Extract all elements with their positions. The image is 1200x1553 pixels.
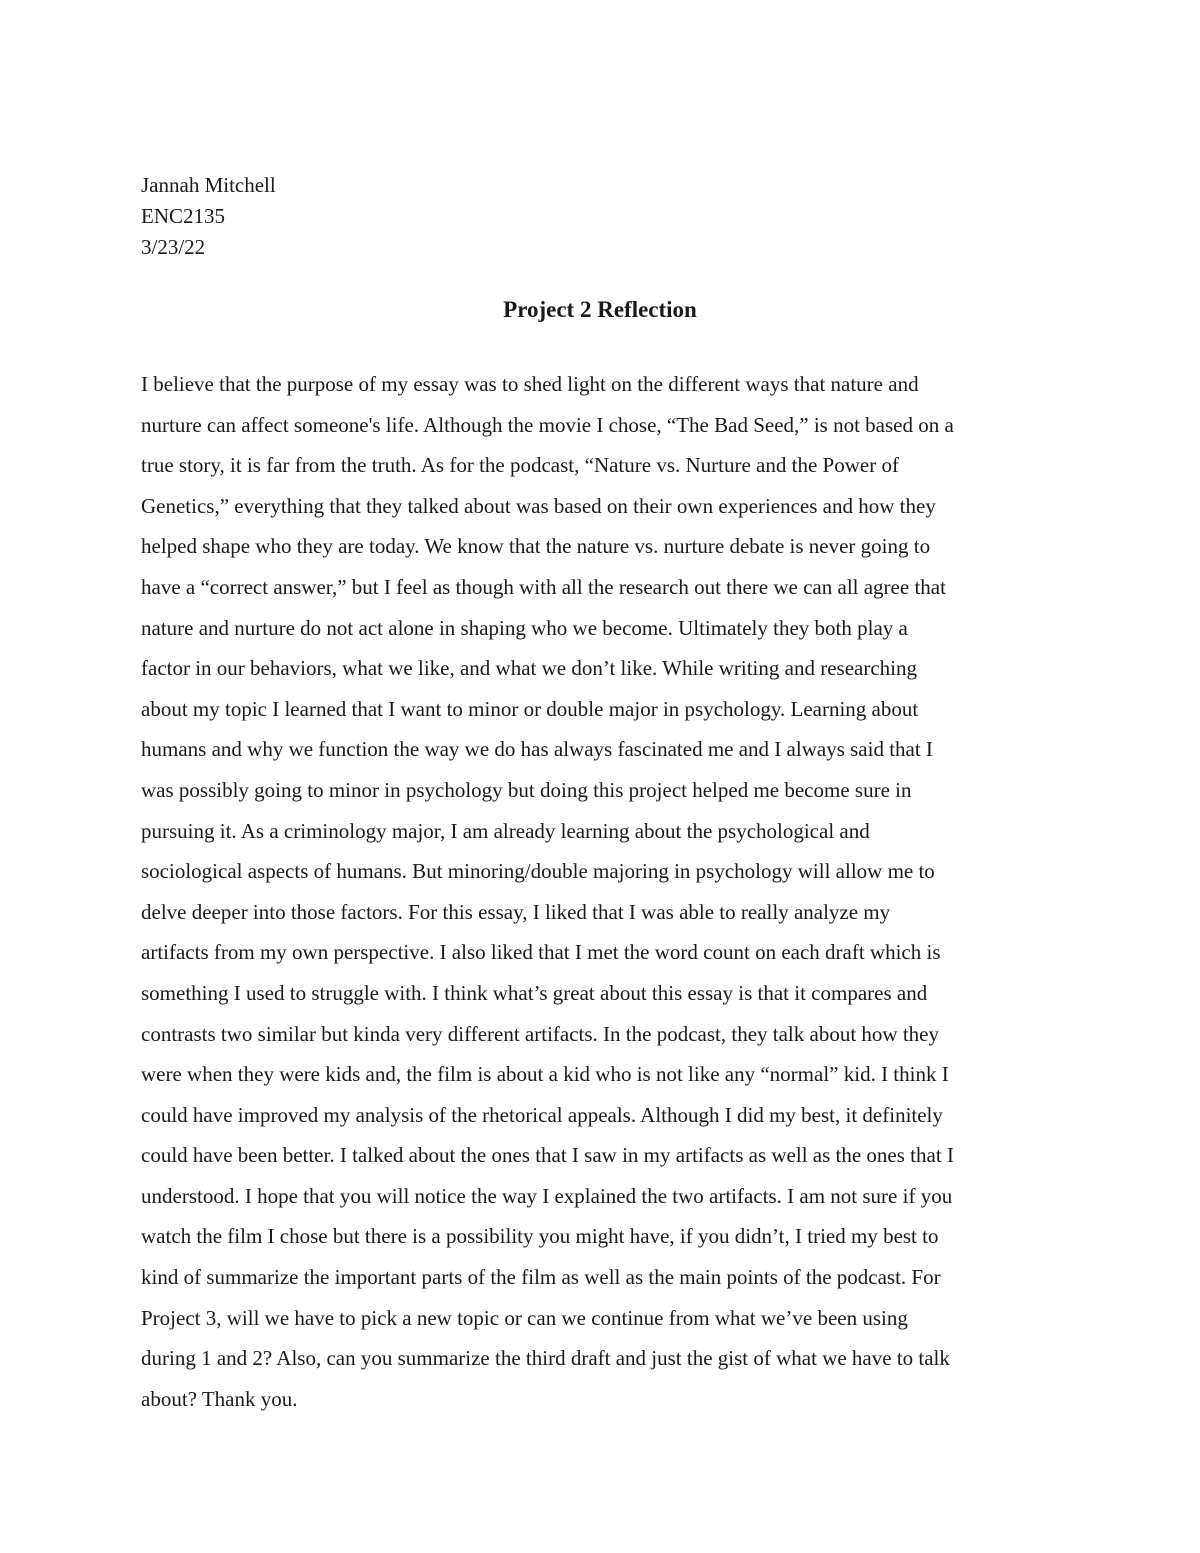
paragraph-line: helped shape who they are today. We know that the nature vs. nurture debate is never going to bbox=[141, 534, 931, 559]
paragraph-line: sociological aspects of humans. But minoring/double majoring in psychology will allow me to bbox=[141, 859, 935, 884]
paragraph-line: was possibly going to minor in psychology but doing this project helped me become sure in bbox=[141, 777, 912, 802]
paragraph-line: humans and why we function the way we do has always fascinated me and I always said that I bbox=[141, 737, 933, 762]
document-title: Project 2 Reflection bbox=[503, 297, 697, 322]
paragraph-line: contrasts two similar but kinda very different artifacts. In the podcast, they talk about how they bbox=[141, 1021, 939, 1046]
paragraph-line: pursuing it. As a criminology major, I am already learning about the psychological and bbox=[141, 818, 870, 843]
course-code: ENC2135 bbox=[141, 204, 225, 228]
paragraph-line: I believe that the purpose of my essay was to shed light on the different ways that nature and bbox=[141, 372, 919, 396]
paragraph-line: about my topic I learned that I want to minor or double major in psychology. Learning about bbox=[141, 696, 919, 721]
paragraph-line: factor in our behaviors, what we like, and what we don’t like. While writing and researching bbox=[141, 656, 917, 681]
paragraph-line: kind of summarize the important parts of the film as well as the main points of the podcast. For bbox=[141, 1265, 941, 1290]
paragraph-line: Genetics,” everything that they talked about was based on their own experiences and how they bbox=[141, 493, 936, 518]
paragraph-line: during 1 and 2? Also, can you summarize the third draft and just the gist of what we have to talk bbox=[141, 1346, 950, 1371]
document-header bbox=[141, 170, 276, 263]
paragraph-line: delve deeper into those factors. For this essay, I liked that I was able to really analyze my bbox=[141, 899, 891, 924]
paragraph-line: nurture can affect someone's life. Although the movie I chose, “The Bad Seed,” is not based on a bbox=[141, 412, 954, 437]
document-date: 3/23/22 bbox=[141, 235, 206, 259]
author-name: Jannah Mitchell bbox=[141, 173, 276, 197]
paragraph-line: have a “correct answer,” but I feel as though with all the research out there we can all agree that bbox=[141, 574, 946, 599]
paragraph-line: true story, it is far from the truth. As for the podcast, “Nature vs. Nurture and the Power of bbox=[141, 453, 899, 478]
paragraph-line: Project 3, will we have to pick a new topic or can we continue from what we’ve been using bbox=[141, 1305, 908, 1330]
paragraph-line: something I used to struggle with. I think what’s great about this essay is that it compares and bbox=[141, 980, 928, 1005]
paragraph-line: could have been better. I talked about the ones that I saw in my artifacts as well as the ones that I bbox=[141, 1143, 954, 1168]
paragraph-line: could have improved my analysis of the rhetorical appeals. Although I did my best, it definitely bbox=[141, 1102, 943, 1127]
reflection-paragraph bbox=[141, 364, 1071, 1419]
paragraph-line: about? Thank you. bbox=[141, 1386, 298, 1411]
paragraph-line: understood. I hope that you will notice the way I explained the two artifacts. I am not sure if you bbox=[141, 1183, 953, 1208]
paragraph-line: watch the film I chose but there is a possibility you might have, if you didn’t, I tried my best to bbox=[141, 1224, 939, 1249]
paragraph-line: artifacts from my own perspective. I also liked that I met the word count on each draft which is bbox=[141, 940, 941, 965]
paragraph-line: were when they were kids and, the film is about a kid who is not like any “normal” kid. I think I bbox=[141, 1062, 949, 1087]
paragraph-line: nature and nurture do not act alone in shaping who we become. Ultimately they both play a bbox=[141, 615, 908, 640]
